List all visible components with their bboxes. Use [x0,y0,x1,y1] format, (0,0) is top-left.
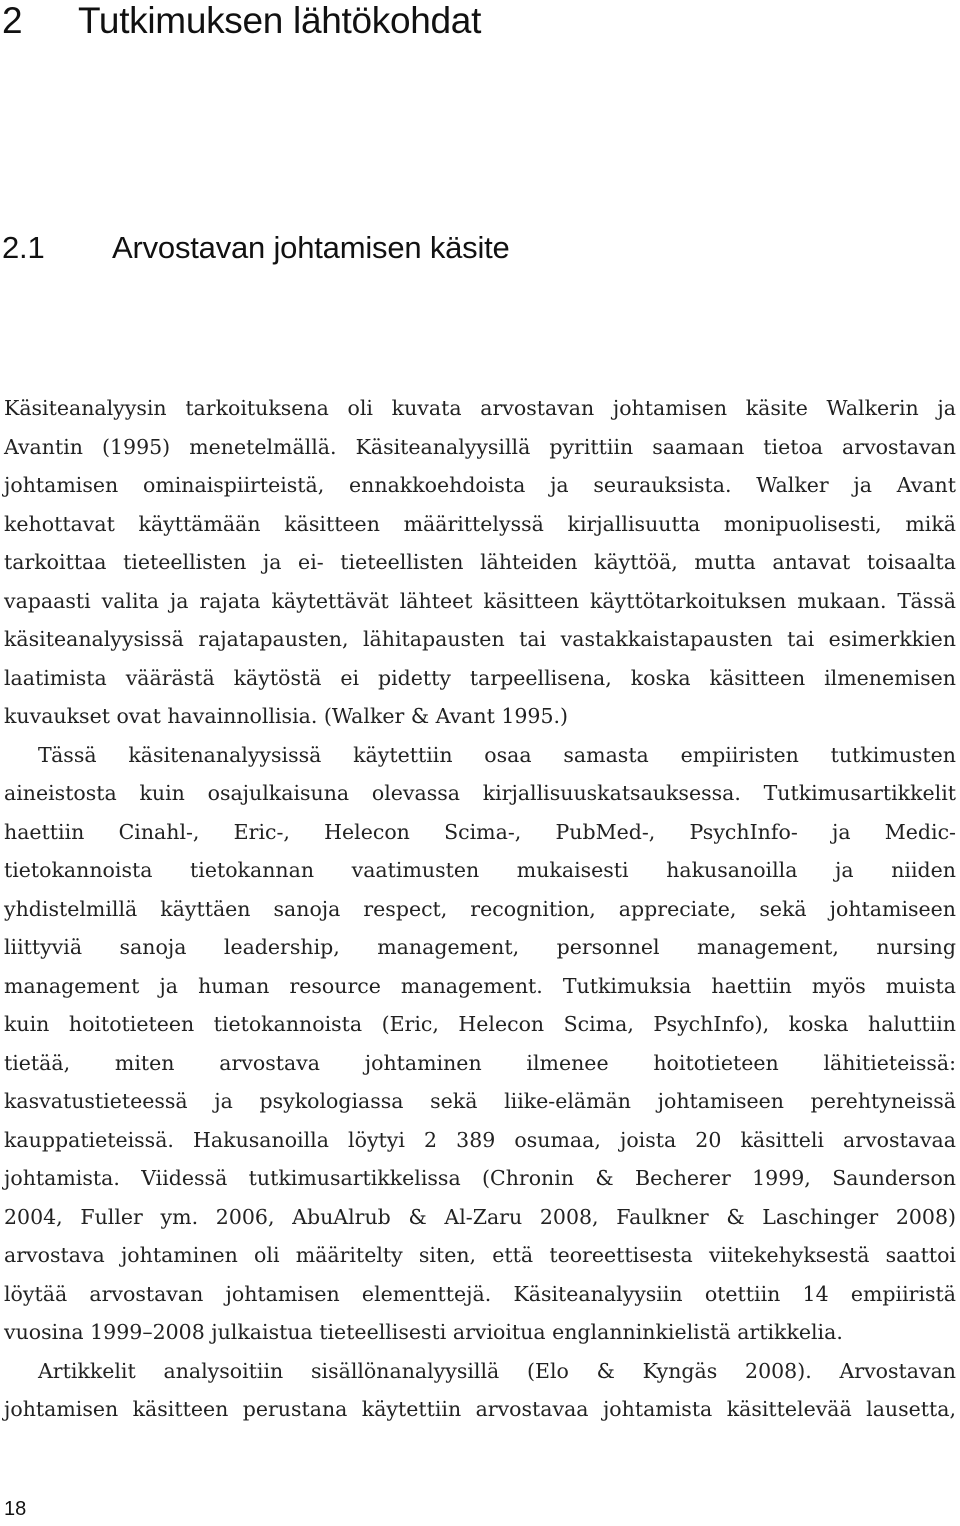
text-line: arvostava johtaminen oli määritelty siten, että teoreettisesta viitekehyksestä saattoi [4,1243,956,1267]
text-line: käsiteanalyysissä rajatapausten, lähitapausten tai vastakkaistapausten tai esimerkkien [4,627,956,651]
section-heading [2,225,510,271]
text-line: vapaasti valita ja rajata käytettävät lähteet käsitteen käyttötarkoituksen mukaan. Tässä [4,588,956,613]
text-line: johtamista. Viidessä tutkimusartikkelissa (Chronin & Becherer 1999, Saunderson [4,1166,956,1190]
section-number: 2.1 [2,230,45,265]
text-line: Artikkelit analysoitiin sisällönanalyysillä (Elo & Kyngäs 2008). Arvostavan [38,1358,956,1383]
page-number: 18 [4,1498,27,1520]
chapter-heading [2,0,481,44]
text-line: 2004, Fuller ym. 2006, AbuAlrub & Al-Zaru 2008, Faulkner & Laschinger 2008) [4,1204,956,1229]
text-line: johtamisen ominaispiirteistä, ennakkoehdoista ja seurauksista. Walker ja Avant [4,473,956,497]
text-line: laatimista väärästä käytöstä ei pidetty tarpeellisena, koska käsitteen ilmenemisen [4,665,956,690]
text-line: tarkoittaa tieteellisten ja ei- tieteellisten lähteiden käyttöä, mutta antavat toisaalta [4,550,956,574]
chapter-title: Tutkimuksen lähtökohdat [78,0,482,41]
text-line: kasvatustieteessä ja psykologiassa sekä liike-elämän johtamiseen perehtyneissä [4,1089,956,1113]
text-line: Tässä käsitenanalyysissä käytettiin osaa samasta empiiristen tutkimusten [38,742,956,767]
text-line: kuin hoitotieteen tietokannoista (Eric, Helecon Scima, PsychInfo), koska haluttiin [4,1012,956,1036]
text-line: vuosina 1999–2008 julkaistua tieteellisesti arvioitua englanninkielistä artikkelia. [4,1320,843,1344]
text-line: Käsiteanalyysin tarkoituksena oli kuvata arvostavan johtamisen käsite Walkerin ja [4,396,956,420]
text-line: löytää arvostavan johtamisen elementtejä. Käsiteanalyysiin otettiin 14 empiiristä [4,1281,956,1306]
chapter-number: 2 [2,0,23,41]
text-line: liittyviä sanoja leadership, management, personnel management, nursing [4,935,956,959]
text-line: kehottavat käyttämään käsitteen määrittelyssä kirjallisuutta monipuolisesti, mikä [4,511,956,536]
text-line: kuvaukset ovat havainnollisia. (Walker & Avant 1995.) [4,704,569,728]
text-line: tietää, miten arvostava johtaminen ilmenee hoitotieteen lähitieteissä: [4,1050,956,1075]
text-line: kauppatieteissä. Hakusanoilla löytyi 2 389 osumaa, joista 20 käsitteli arvostavaa [4,1127,956,1152]
body-text [4,389,956,1429]
text-line: Avantin (1995) menetelmällä. Käsiteanalyysillä pyrittiin saamaan tietoa arvostavan [4,434,956,459]
text-line: johtamisen käsitteen perustana käytettiin arvostavaa johtamista käsittelevää lausetta, [4,1397,956,1421]
text-line: management ja human resource management. Tutkimuksia haettiin myös muista [4,973,956,998]
text-line: yhdistelmillä käyttäen sanoja respect, recognition, appreciate, sekä johtamiseen [4,896,956,921]
text-line: haettiin Cinahl-, Eric-, Helecon Scima-, PubMed-, PsychInfo- ja Medic- [4,819,956,844]
section-title: Arvostavan johtamisen käsite [112,230,510,265]
text-line: aineistosta kuin osajulkaisuna olevassa kirjallisuuskatsauksessa. Tutkimusartikkelit [4,781,956,805]
text-line: tietokannoista tietokannan vaatimusten mukaisesti hakusanoilla ja niiden [4,858,956,882]
